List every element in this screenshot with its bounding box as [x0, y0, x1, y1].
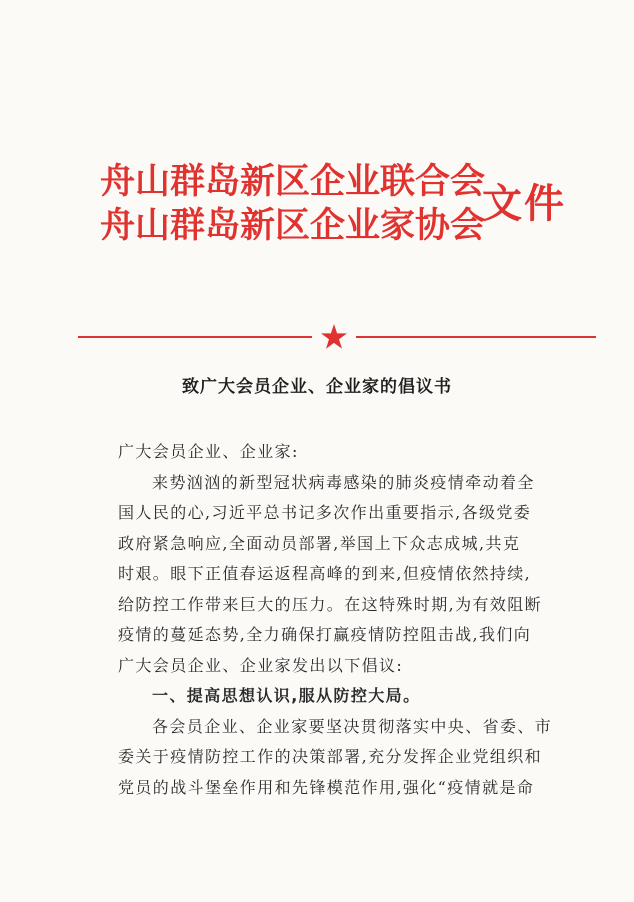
- paragraph-1: [118, 468, 588, 682]
- paragraph-line: 国人民的心,习近平总书记多次作出重要指示,各级党委: [118, 503, 532, 522]
- section-heading: 一、提高思想认识,服从防控大局。: [152, 686, 421, 705]
- red-divider: [0, 322, 634, 352]
- paragraph-line: 广大会员企业、企业家发出以下倡议:: [118, 655, 404, 675]
- document-type-label: 文件: [482, 180, 566, 227]
- issuing-org-1: 舟山群岛新区企业联合会: [100, 161, 486, 202]
- paragraph-2: [118, 712, 588, 804]
- divider-line-left: [78, 336, 312, 338]
- paragraph-line: 委关于疫情防控工作的决策部署,充分发挥企业党组织和: [118, 747, 543, 766]
- paragraph-line: 疫情的蔓延态势,全力确保打赢疫情防控阻击战,我们向: [118, 625, 532, 644]
- document-header: [0, 150, 634, 260]
- paragraph-line: 来势汹汹的新型冠状病毒感染的肺炎疫情牵动着全: [152, 472, 535, 492]
- document-body: [118, 437, 588, 803]
- star-icon: [320, 323, 348, 351]
- paragraph-line: 党员的战斗堡垒作用和先锋模范作用,强化“疫情就是命: [118, 777, 535, 797]
- salutation: 广大会员企业、企业家:: [118, 442, 299, 461]
- document-title: 致广大会员企业、企业家的倡议书: [182, 377, 452, 397]
- paragraph-line: 各会员企业、企业家要坚决贯彻落实中央、省委、市: [152, 716, 553, 736]
- paragraph-line: 给防控工作带来巨大的压力。在这特殊时期,为有效阻断: [118, 594, 543, 614]
- paragraph-line: 时艰。眼下正值春运返程高峰的到来,但疫情依然持续,: [118, 564, 532, 583]
- section-1: [118, 681, 588, 712]
- divider-line-right: [356, 336, 596, 338]
- issuing-org-2: 舟山群岛新区企业家协会: [100, 205, 486, 246]
- paragraph-line: 政府紧急响应,全面动员部署,举国上下众志成城,共克: [118, 533, 521, 553]
